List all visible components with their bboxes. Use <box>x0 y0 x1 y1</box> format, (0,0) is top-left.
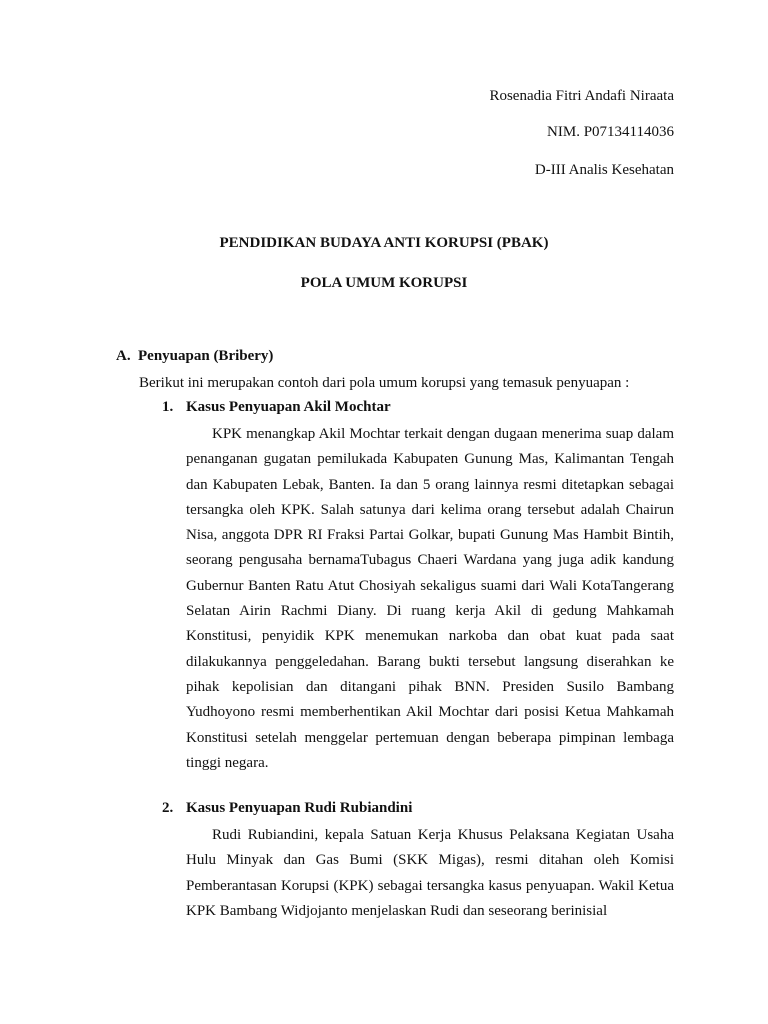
section-heading-a <box>116 348 273 365</box>
section-title: Penyuapan (Bribery) <box>138 348 274 364</box>
case-paragraph-2: Rudi Rubiandini, kepala Satuan Kerja Khusus Pelaksana Kegiatan Usaha Hulu Minyak dan Gas Bumi (SKK Migas), resmi ditahan oleh Komisi Pemberantasan Korupsi (KPK) sebagai tersangka kasus penyuapan. Wakil Ketua KPK Bambang Widjojanto menjelaskan Rudi dan seseorang berinisial <box>186 827 674 919</box>
case-number: 2. <box>162 800 174 816</box>
student-id: NIM. P07134114036 <box>547 124 674 140</box>
case-title: Kasus Penyuapan Rudi Rubiandini <box>186 800 413 816</box>
case-heading-2 <box>162 800 412 817</box>
document-title: PENDIDIKAN BUDAYA ANTI KORUPSI (PBAK) <box>219 235 549 251</box>
author-name: Rosenadia Fitri Andafi Niraata <box>489 88 674 104</box>
study-program: D-III Analis Kesehatan <box>534 162 674 178</box>
document-subtitle: POLA UMUM KORUPSI <box>300 275 468 291</box>
case-heading-1 <box>162 399 391 416</box>
case-title: Kasus Penyuapan Akil Mochtar <box>186 399 391 415</box>
case-number: 1. <box>162 399 174 415</box>
section-intro: Berikut ini merupakan contoh dari pola umum korupsi yang temasuk penyuapan : <box>139 375 630 391</box>
case-paragraph-1: KPK menangkap Akil Mochtar terkait dengan dugaan menerima suap dalam penanganan gugatan pemilukada Kabupaten Gunung Mas, Kalimantan Tengah dan Kabupaten Lebak, Banten. Ia dan 5 orang lainnya resmi ditetapkan sebagai tersangka oleh KPK. Salah satunya dari kelima orang tersebut adalah Chairun Nisa, anggota DPR RI Fraksi Partai Golkar, bupati Gunung Mas Hambit Bintih, seorang pengusaha bernamaTubagus Chaeri Wardana yang juga adik kandung Gubernur Banten Ratu Atut Chosiyah sekaligus suami dari Wali KotaTangerang Selatan Airin Rachmi Diany. Di ruang kerja Akil di gedung Mahkamah Konstitusi, penyidik KPK menemukan narkoba dan obat kuat pada saat dilakukannya penggeledahan. Barang bukti tersebut langsung diserahkan ke pihak kepolisian dan ditangani pihak BNN. Presiden Susilo Bambang Yudhoyono resmi memberhentikan Akil Mochtar dari posisi Ketua Mahkamah Konstitusi setelah menggelar pertemuan dengan beberapa pimpinan lembaga tinggi negara. <box>186 426 674 771</box>
section-marker: A. <box>116 348 131 364</box>
